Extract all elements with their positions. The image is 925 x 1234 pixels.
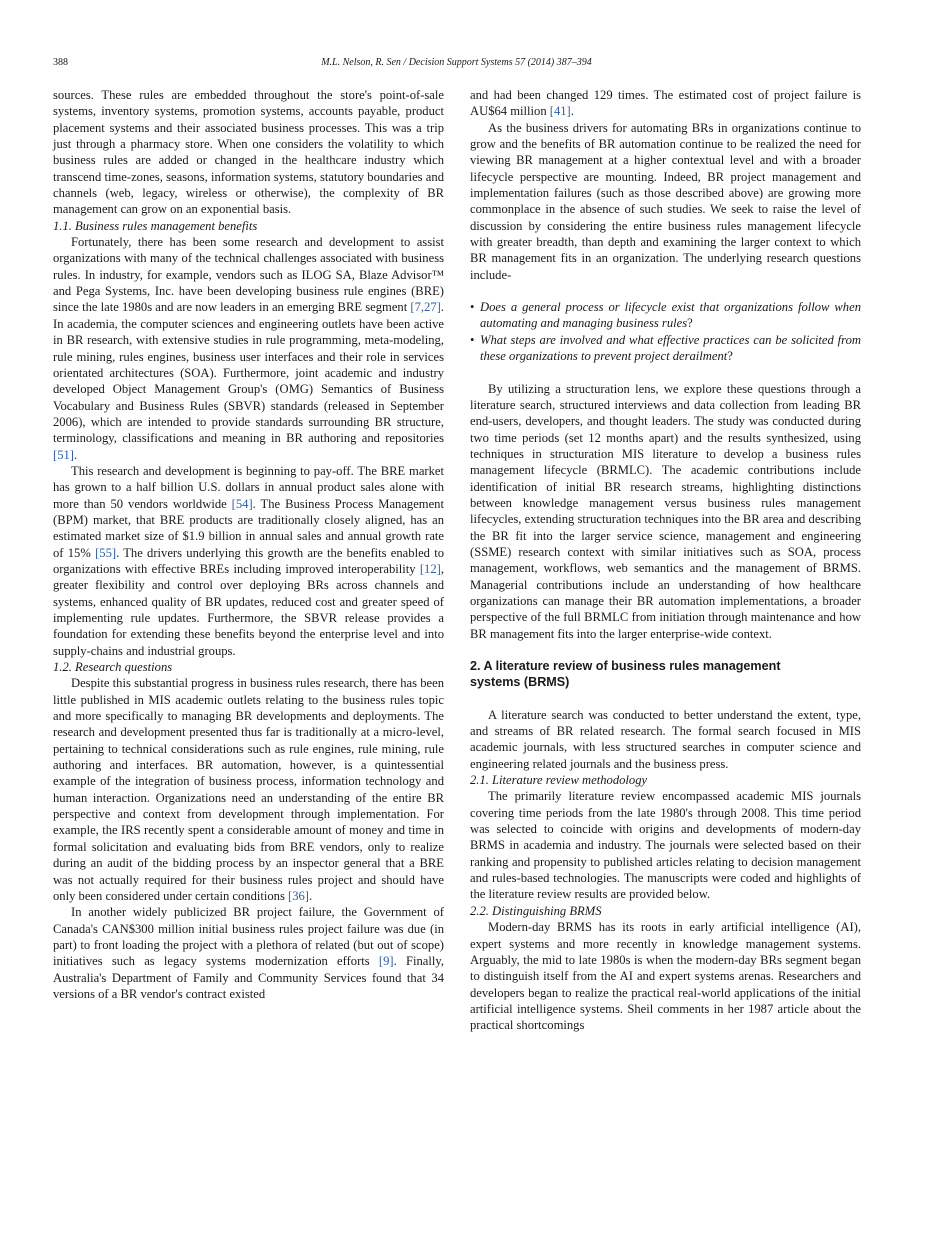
paragraph: and had been changed 129 times. The estimated cost of project failure is AU$64 million [41]. xyxy=(470,88,861,119)
list-item: • What steps are involved and what effective practices can be solicited from these organizations to prevent project derailment? xyxy=(470,332,861,365)
subsection-heading-2-1: 2.1. Literature review methodology xyxy=(470,773,648,788)
right-column xyxy=(470,87,861,1034)
paragraph: Despite this substantial progress in business rules research, there has been little published in MIS academic outlets relating to the business rules topic and more specifically to managing BR developments and deployments. The research and development presented thus far is traditionally at a micro-level, pertaining to technical considerations such as rule engines, rule mining, rule authoring and interfaces. BR automation, however, is a quintessential example of the integration of business process, information technology and human interaction. Organizations need an understanding of the entire BR perspective and context from development through implementation. For example, the IRS recently spent a considerable amount of money and time in formal solicitation and evaluating bids from BRE vendors, only to realize during an audit of the bidding process by an inspector general that a BRE was not actually required for their business rules project and should have only been considered under certain conditions [36]. xyxy=(53,676,444,903)
subsection-heading-1-2: 1.2. Research questions xyxy=(53,660,173,675)
citation-link[interactable]: [36] xyxy=(288,888,309,903)
subsection-heading-1-1: 1.1. Business rules management benefits xyxy=(53,218,258,233)
citation-link[interactable]: [12] xyxy=(419,561,441,576)
running-head: M.L. Nelson, R. Sen / Decision Support Systems 57 (2014) 387–394 xyxy=(321,57,592,68)
paragraph: By utilizing a structuration lens, we explore these questions through a literature search, structured interviews and data collection from leading BR end-users, developers, and thought leaders. The study was conducted during two time periods (set 12 months apart) and the results synthesized, using techniques in structuration MIS literature to develop a business rules management lifecycle (BRMLC). The academic contributions include identification of initial BR research streams, highlighting distinctions between knowledge management versus business rules management lifecycles, extending structuration techniques into the BR area and describing the BR fit into the larger service science, management and engineering (SSME) research context with similar initiatives such as SOA, process management, workflows, web semantics and the management of BRMS. Managerial contributions include an understanding of how healthcare organizations can manage their BR automation implementations, a broader perspective of the full BRMLC from initiation through maintenance and how BR management fits into the larger enterprise-wide context. xyxy=(470,381,861,641)
page-number: 388 xyxy=(53,57,68,68)
paragraph: The primarily literature review encompassed academic MIS journals covering time periods from the late 1980's through 2008. This time period was selected to coincide with origins and developments of modern-day BRMS in academia and industry. The journals were selected based on their ranking and propensity to published articles relating to decision management and rules-based technologies. The manuscripts were coded and highlights of the literature review results are provided below. xyxy=(470,789,861,902)
paragraph: In another widely publicized BR project failure, the Government of Canada's CAN$300 million initial business rules project failure was due (in part) to front loading the project with a plethora of related (but out of scope) initiatives such as legacy systems modernization efforts [9]. Finally, Australia's Department of Family and Community Services found that 34 versions of a BR vendor's contract existed xyxy=(53,905,444,1001)
paragraph: As the business drivers for automating BRs in organizations continue to grow and the benefits of BR automation continue to be realized the need for viewing BR management at a higher contextual level and with a broader lifecycle perspective are mounting. Indeed, BR project management and implementation failures (such as those described above) are growing more commonplace in the absence of such studies. We seek to raise the level of discussion by considering the entire business rules management lifecycle with greater breadth, than depth and examining the larger context to which BR management fits in an organization. The underlying research questions include- xyxy=(470,120,861,282)
citation-link[interactable]: [51] xyxy=(53,447,74,462)
citation-link[interactable]: [9] xyxy=(378,954,394,969)
subsection-heading-2-2: 2.2. Distinguishing BRMS xyxy=(470,903,602,918)
paragraph: Fortunately, there has been some research and development to assist organizations with many of the technical challenges associated with business rules. In industry, for example, vendors such as ILOG SA, Blaze Advisor™ and Pega Systems, Inc. have been developing business rule engines (BRE) since the late 1980s and are now leaders in an emerging BRE segment [7,27]. In academia, the computer sciences and engineering outlets have been active in BR research, with extensive studies in rule programming, meta-modeling, rule mining, rules engines, business user interfaces and their role in services orientated architectures (SOA). Furthermore, joint academic and industry developed Object Management Group's (OMG) Semantics of Business Vocabulary and Business Rules (SBVR) standards (released in September 2006), which are intended to provide standards surrounding BR structure, terminology, classifications and meaning in BR authoring and repositories [51]. xyxy=(53,235,444,462)
citation-link[interactable]: [54] xyxy=(231,496,253,511)
paragraph: sources. These rules are embedded throughout the store's point-of-sale systems, inventory systems, promotion systems, accounts payable, product placement systems and their associated business processes. This was a trip just through a pharmacy store. When one considers the volatility to which business rules are added or changed in the healthcare industry which transcend time-zones, seasons, information systems, statutory boundaries and channels (web, legacy, wireless or otherwise), the complexity of BR management can grow on an exponential basis. xyxy=(53,88,444,217)
left-column xyxy=(53,87,444,1002)
paragraph: This research and development is beginning to pay-off. The BRE market has grown to a half billion U.S. dollars in annual product sales alone with more than 50 vendors worldwide [54]. The Business Process Management (BPM) market, that BRE products are traditionally closely aligned, has an estimated market size of $1.9 billion in annual sales and annual growth rate of 15% [55]. The drivers underlying this growth are the benefits enabled to organizations with effective BREs including improved interoperability [12], greater flexibility and control over deploying BRs across channels and systems, enhanced quality of BR updates, reduced cost and greater speed of implementing rule updates. Furthermore, the SBVR release provides a foundation for extending these benefits beyond the enterprise level and into supply-chains and industrial groups. xyxy=(53,463,444,658)
section-heading-2: 2. A literature review of business rules management systems (BRMS) xyxy=(470,659,781,690)
citation-link[interactable]: [55] xyxy=(95,545,117,560)
citation-link[interactable]: [7,27] xyxy=(410,300,441,315)
paragraph: Modern-day BRMS has its roots in early artificial intelligence (AI), expert systems and more recently in knowledge management systems. Arguably, the mid to late 1980s is when the modern-day BRs segment began to distinguish itself from the AI and expert systems arenas. Researchers and developers began to realize the practical real-world applications of the initial artificial intelligence systems. Sheil comments in her 1987 article about the practical shortcomings xyxy=(470,920,861,1033)
list-item: • Does a general process or lifecycle exist that organizations follow when automating and managing business rules? xyxy=(470,299,861,332)
page-header xyxy=(53,57,860,71)
paragraph: A literature search was conducted to better understand the extent, type, and streams of BR related research. The formal search focused in MIS academic journals, with less structured searches in computer science and engineering related journals and the business press. xyxy=(470,707,861,771)
research-questions-list xyxy=(470,299,861,364)
citation-link[interactable]: [41] xyxy=(549,104,571,119)
